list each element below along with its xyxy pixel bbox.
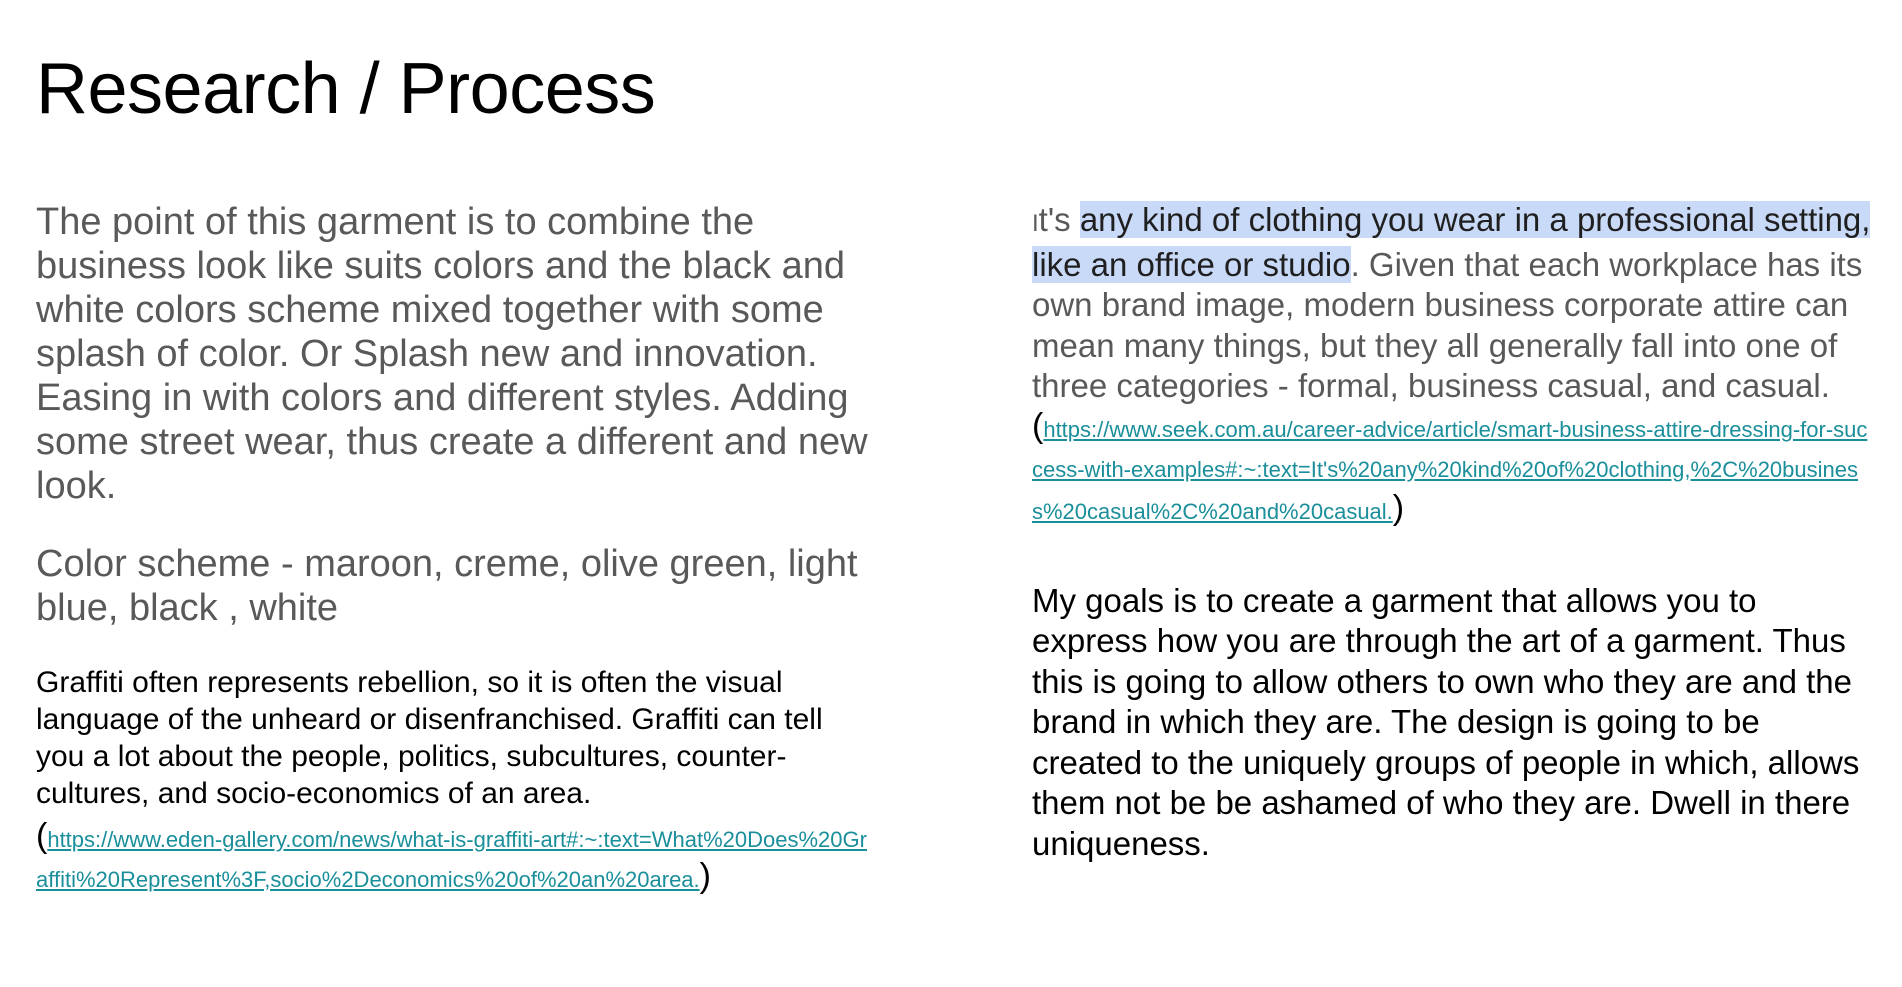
color-scheme-paragraph: Color scheme - maroon, creme, olive green, light blue, black , white	[36, 543, 858, 629]
goals-paragraph: My goals is to create a garment that allows you to express how you are through the art of a garment. Thus this is going to allow others to own who they are and the brand in which they are. The design is going to be created to the uniquely groups of people in which, allows them not be be ashamed of who they are. Dwell in there uniqueness.	[1032, 581, 1860, 862]
slide-title: Research / Process	[36, 49, 656, 129]
graffiti-paragraph: Graffiti often represents rebellion, so it is often the visual language of the unheard or disenfranchised. Graffiti can tell you a lot about the people, politics, subcultures, counter-cultures, and socio-economics of an area.	[36, 666, 823, 810]
seek-citation	[1032, 407, 1872, 531]
close-paren: )	[1392, 488, 1405, 527]
intro-rest: . Given that each workplace has its own brand image, modern business corporate attire can mean many things, but they all generally fall into one of three categories - formal, business casual, and casual.	[1032, 245, 1863, 404]
intro-t: t's	[1038, 201, 1080, 238]
open-paren: (	[36, 817, 48, 855]
graffiti-citation	[36, 818, 876, 898]
intro-paragraph: The point of this garment is to combine the business look like suits colors and the black and white colors scheme mixed together with some splash of color. Or Splash new and innovation. Easing in with colors and different styles. Adding some street wear, thus create a different and new look.	[36, 201, 868, 507]
graffiti-source-link[interactable]: https://www.eden-gallery.com/news/what-is-graffiti-art#:~:text=What%20Does%20Graffiti%20Represent%3F,socio%2Deconomics%20of%20an%20area.	[36, 827, 867, 892]
open-paren: (	[1032, 406, 1044, 445]
left-column	[36, 200, 876, 898]
right-column	[1032, 200, 1872, 864]
intro-prefix: I	[1032, 210, 1039, 237]
highlighted-text[interactable]: any kind of clothing you wear in a professional setting, like an office or studio	[1032, 201, 1871, 283]
close-paren: )	[699, 857, 711, 895]
seek-source-link[interactable]: https://www.seek.com.au/career-advice/article/smart-business-attire-dressing-for-success-with-examples#:~:text=It's%20any%20kind%20of%20clothing,%2C%20business%20casual%2C%20and%20casual.	[1032, 416, 1868, 524]
business-attire-paragraph	[1032, 200, 1872, 407]
